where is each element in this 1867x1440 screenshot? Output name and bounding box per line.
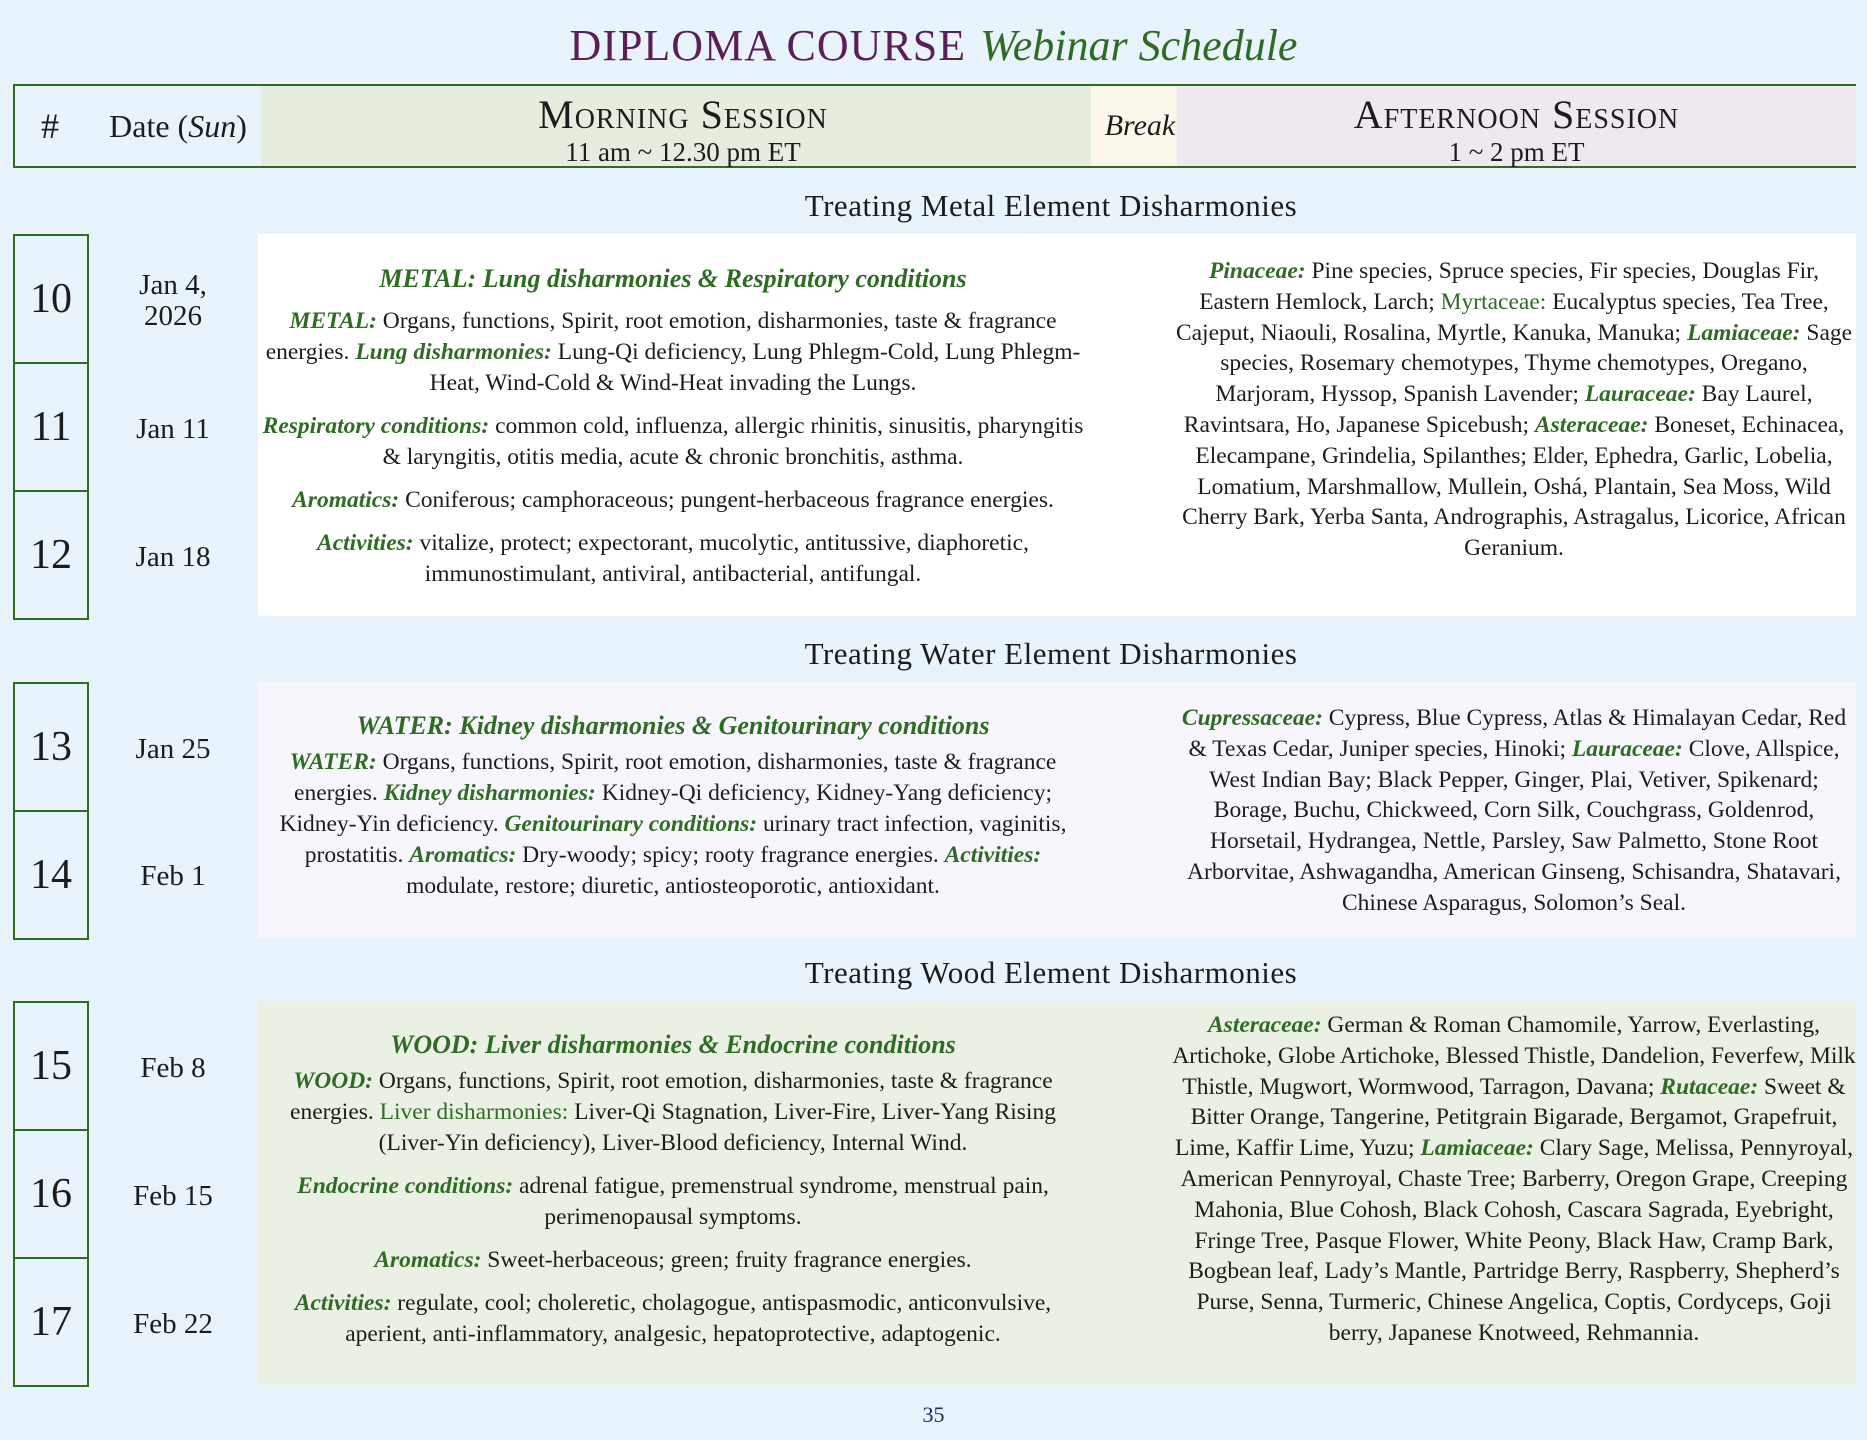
session-number: 10 [15,236,87,364]
label: Lamiaceae: [1686,319,1801,346]
session-numbers-metal [13,234,89,620]
text: adrenal fatigue, premenstrual syndrome, menstrual pain, perimenopausal symptoms. [513,1173,1049,1230]
label: WOOD: [293,1068,373,1094]
afternoon-content-water [1172,703,1856,919]
label: Lamiaceae: [1420,1135,1534,1162]
header-date [85,86,271,166]
label: Lauraceae: [1584,381,1696,408]
label: Activities: [944,842,1042,868]
session-number: 15 [15,1003,87,1131]
text: vitalize, protect; expectorant, mucolytic, antitussive, diaphoretic, immunostimulant, antiviral, antibacterial, antifungal. [413,530,1029,587]
text: Sweet-herbaceous; green; fruity fragrance energies. [481,1247,972,1273]
text: common cold, influenza, allergic rhinitis, sinusitis, pharyngitis & laryngitis, otitis media, acute & chronic bronchitis, asthma. [382,413,1084,470]
afternoon-session-time: 1 ~ 2 pm ET [1448,137,1585,167]
label: Asteraceae: [1208,1012,1322,1038]
label: Aromatics: [374,1247,482,1273]
text: Dry-woody; spicy; rooty fragrance energies. [516,842,945,868]
header-number: # [41,106,59,146]
session-date: Jan 18 [135,541,211,573]
label: Lauraceae: [1571,735,1683,762]
morning-content-wood [258,1029,1088,1362]
title-italic: Webinar Schedule [980,21,1298,70]
session-date: Feb 22 [133,1308,213,1340]
morning-paragraph [258,528,1088,590]
text: Clary Sage, Melissa, Pennyroyal, American Pennyroyal, Chaste Tree; Barberry, Oregon Grape, Creeping Mahonia, Blue Cohosh, Black Cohosh, Cascara Sagrada, Eyebright, Fringe Tree, Pasque Flower, White Peony, Black Haw, Cramp Bark, Bogbean leaf, Lady’s Mantle, Partridge Berry, Raspberry, Shepherd’s Purse, Senna, Turmeric, Chinese Angelica, Coptis, Cordyceps, Goji berry, Japanese Knotweed, Rehmannia. [1180,1135,1854,1346]
section-title-wood: Treating Wood Element Disharmonies [804,955,1298,990]
page-number: 35 [922,1402,945,1427]
label: Endocrine conditions: [297,1173,514,1199]
section-title-water: Treating Water Element Disharmonies [804,636,1298,671]
text: Coniferous; camphoraceous; pungent-herbaceous fragrance energies. [399,487,1054,513]
session-date: Feb 1 [140,860,206,892]
session-date [90,270,256,332]
label: Genitourinary conditions: [504,811,758,837]
session-number: 13 [15,684,87,812]
header-afternoon-session [1177,86,1856,166]
text: Clove, Allspice, West Indian Bay; Black Pepper, Ginger, Plai, Vetiver, Spikenard; Borage, Buchu, Chickweed, Corn Silk, Couchgrass, Goldenrod, Horsetail, Hydrangea, Nettle, Parsley, Saw Palmetto, Stone Root Arborvitae, Ashwagandha, American Ginseng, Schisandra, Shatavari, Chinese Asparagus, Solomon’s Seal. [1187,735,1841,916]
session-number: 12 [30,532,72,578]
header-date-day: Sun [188,108,237,144]
header-break: Break [1091,86,1189,166]
morning-paragraph [258,411,1088,473]
session-date: Feb 15 [133,1180,213,1212]
label: WATER: [289,749,377,775]
label: Respiratory conditions: [262,413,490,439]
morning-content-metal [258,263,1088,602]
morning-session-time: 11 am ~ 12.30 pm ET [565,137,801,167]
label: Kidney disharmonies: [383,780,596,806]
label: Liver disharmonies: [379,1099,569,1125]
schedule-header [13,84,1856,168]
session-number: 14 [30,852,72,898]
header-morning-session [261,86,1105,166]
session-number: 16 [15,1131,87,1259]
session-date: Jan 11 [136,413,210,445]
morning-heading: WOOD: Liver disharmonies & Endocrine conditions [390,1030,956,1059]
header-date-suffix: ) [236,108,247,144]
section-title-metal: Treating Metal Element Disharmonies [804,188,1298,223]
morning-paragraph [258,306,1088,399]
text: Boneset, Echinacea, Elecampane, Grindelia, Spilanthes; Elder, Ephedra, Garlic, Lobelia, Lomatium, Marshmallow, Mullein, Oshá, Plantain, Sea Moss, Wild Cherry Bark, Yerba Santa, Andrographis, Astragalus, Licorice, African Geranium. [1182,411,1846,562]
text: Eucalyptus species, Tea Tree, Cajeput, Niaouli, Rosalina, Myrtle, Kanuka, Manuka; [1175,288,1829,346]
morning-paragraph [258,1288,1088,1350]
text: regulate, cool; choleretic, cholagogue, antispasmodic, anticonvulsive, aperient, anti-inflammatory, analgesic, hepatoprotective, adaptogenic. [345,1290,1052,1347]
text: urinary tract infection, vaginitis, prostatitis. [304,811,1067,868]
afternoon-paragraph [1172,256,1856,564]
label: Cupressaceae: [1181,705,1323,731]
session-date-line: Jan 4, [139,269,207,301]
afternoon-paragraph [1172,1010,1856,1349]
session-date-year: 2026 [144,300,202,332]
label: Aromatics: [409,842,517,868]
morning-paragraph [258,1066,1088,1159]
session-date: Jan 25 [135,733,211,765]
text: Sweet & Bitter Orange, Tangerine, Petitgrain Bigarade, Bergamot, Grapefruit, Lime, Kaffir Lime, Yuzu; [1174,1073,1846,1162]
text: Liver-Qi Stagnation, Liver-Fire, Liver-Yang Rising (Liver-Yin deficiency), Liver-Blood deficiency, Internal Wind. [378,1099,1056,1156]
text: Pine species, Spruce species, Fir species, Douglas Fir, Eastern Hemlock, Larch; [1199,258,1819,315]
label: Activities: [317,530,414,556]
morning-heading: WATER: Kidney disharmonies & Genitourinary conditions [356,711,990,740]
morning-paragraph [258,747,1088,902]
afternoon-session-title: Afternoon Session [1353,92,1680,137]
session-date: Feb 8 [140,1052,206,1084]
afternoon-content-metal [1172,256,1856,564]
text: Cypress, Blue Cypress, Atlas & Himalayan Cedar, Red & Texas Cedar, Juniper species, Hinoki; [1188,705,1847,762]
session-number: 11 [15,364,87,492]
morning-paragraph [258,1245,1088,1276]
label: Pinaceae: [1209,258,1306,284]
label: Rutaceae: [1660,1073,1759,1100]
label: METAL: [289,308,377,334]
text: Lung-Qi deficiency, Lung Phlegm-Cold, Lung Phlegm-Heat, Wind-Cold & Wind-Heat invading the Lungs. [429,339,1081,396]
label: Asteraceae: [1534,411,1649,438]
text: Organs, functions, Spirit, root emotion, disharmonies, taste & fragrance energies. [265,308,1057,365]
text: Organs, functions, Spirit, root emotion, disharmonies, taste & fragrance energies. [294,749,1057,806]
label: Myrtaceae: [1440,288,1547,315]
text: Bay Laurel, Ravintsara, Ho, Japanese Spicebush; [1183,381,1813,438]
text: Kidney-Qi deficiency, Kidney-Yang deficiency; Kidney-Yin deficiency. [279,780,1052,837]
morning-heading: METAL: Lung disharmonies & Respiratory conditions [379,264,967,293]
morning-session-title: Morning Session [538,92,828,137]
label: Aromatics: [292,487,400,513]
session-number: 17 [30,1299,72,1345]
morning-paragraph [258,485,1088,516]
afternoon-paragraph [1172,703,1856,919]
text: German & Roman Chamomile, Yarrow, Everlasting, Artichoke, Globe Artichoke, Blessed Thistle, Dandelion, Feverfew, Milk Thistle, Mugwort, Wormwood, Tarragon, Davana; [1172,1012,1856,1100]
page-title [0,18,1867,74]
morning-content-water [258,710,1088,914]
afternoon-content-wood [1172,1010,1856,1349]
text: Organs, functions, Spirit, root emotion, disharmonies, taste & fragrance energies. [290,1068,1053,1125]
label: Lung disharmonies: [355,339,552,365]
title-caps: DIPLOMA COURSE [569,21,967,70]
text: Sage species, Rosemary chemotypes, Thyme chemotypes, Oregano, Marjoram, Hyssop, Spanish Lavender; [1215,319,1853,408]
label: Activities: [294,1290,392,1316]
session-numbers-wood [13,1001,89,1387]
session-numbers-water [13,682,89,940]
morning-paragraph [258,1171,1088,1233]
text: modulate, restore; diuretic, antiosteoporotic, antioxidant. [406,873,940,899]
header-date-prefix: Date ( [109,108,189,144]
